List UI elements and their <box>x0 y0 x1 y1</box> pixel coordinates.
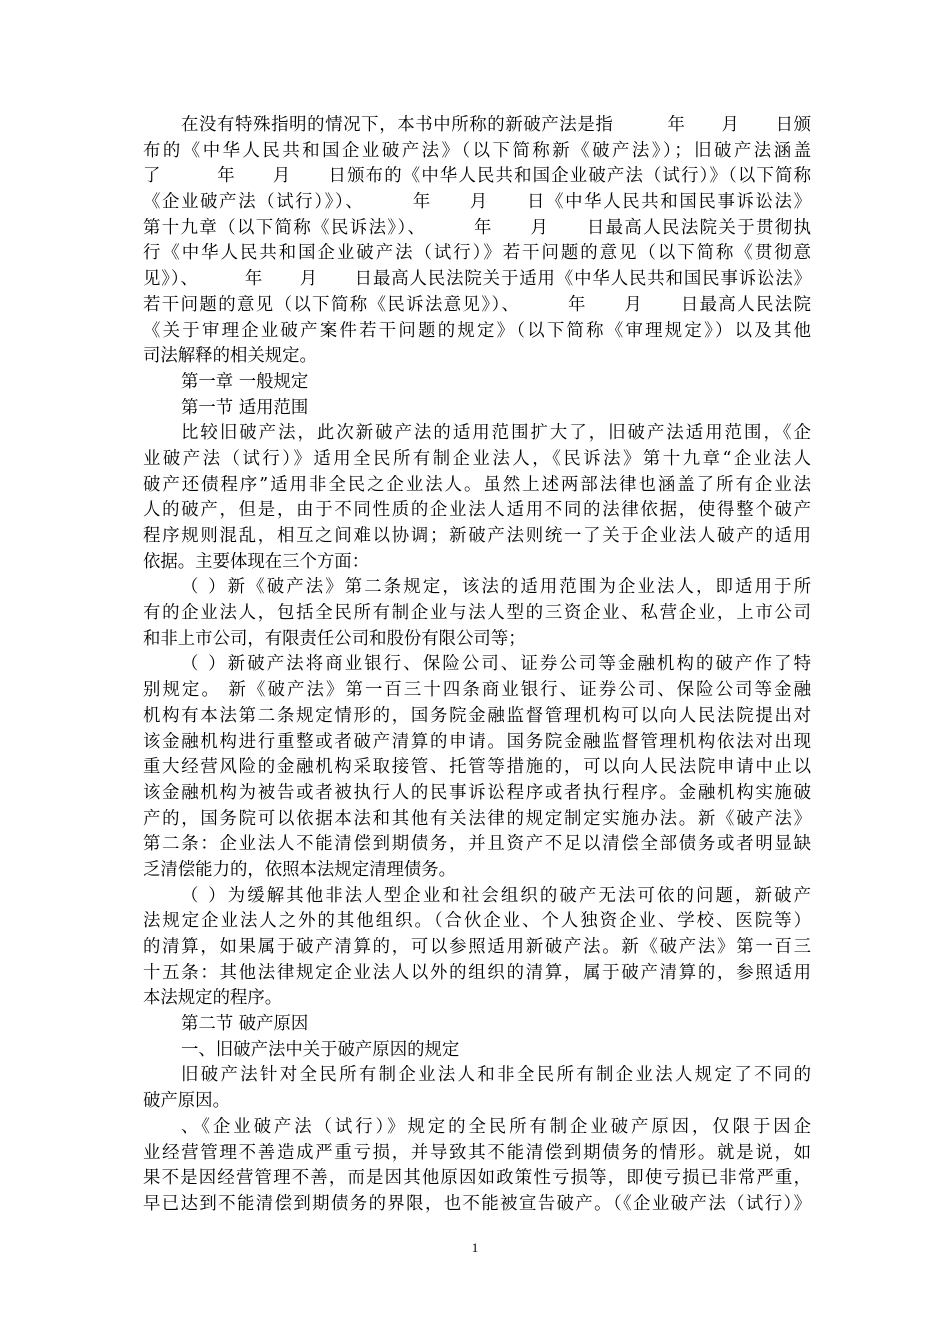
text-line: 第十九章（以下简称《民诉法》）、 年 月 日最高人民法院关于贯彻执 <box>143 217 811 238</box>
text-line: 重大经营风险的金融机构采取接管、托管等措施的，可以向人民法院申请中止以 <box>143 757 811 778</box>
text-line: （ ）新《破产法》第二条规定，该法的适用范围为企业法人，即适用于所 <box>181 577 811 598</box>
text-line: 本法规定的程序。 <box>143 988 283 1009</box>
text-line: 程序规则混乱，相互之间难以协调；新破产法则统一了关于企业法人破产的适用 <box>143 526 811 546</box>
text-line: 十五条：其他法律规定企业法人以外的组织的清算，属于破产清算的，参照适用 <box>143 962 811 983</box>
text-line: 业经营管理不善造成严重亏损，并导致其不能清偿到期债务的情形。就是说，如 <box>143 1142 811 1163</box>
text-line: 产的，国务院可以依据本法和其他有关法律的规定制定实施办法。新《破产法》 <box>143 808 811 829</box>
text-line: 见》）、 年 月 日最高人民法院关于适用《中华人民共和国民事诉讼法》 <box>143 269 811 290</box>
text-line: 《企业破产法（试行）》）、 年 月 日《中华人民共和国民事诉讼法》 <box>143 192 811 213</box>
text-line: （ ）新破产法将商业银行、保险公司、证券公司等金融机构的破产作了特 <box>181 654 811 675</box>
text-line: 若干问题的意见（以下简称《民诉法意见》）、 年 月 日最高人民法院 <box>143 294 811 315</box>
text-line: 人的破产，但是，由于不同性质的企业法人适用不同的法律依据，使得整个破产 <box>143 500 811 521</box>
text-line: 有的企业法人，包括全民所有制企业与法人型的三资企业、私营企业，上市公司 <box>143 603 811 624</box>
text-line: 旧破产法针对全民所有制企业法人和非全民所有制企业法人规定了不同的 <box>181 1065 811 1086</box>
text-line: 比较旧破产法，此次新破产法的适用范围扩大了，旧破产法适用范围，《企 <box>181 423 811 444</box>
section-heading: 第二节 破产原因 <box>181 1014 309 1035</box>
text-line: 早已达到不能清偿到期债务的界限，也不能被宣告破产。（《企业破产法（试行）》 <box>143 1193 811 1214</box>
section-heading: 第一节 适用范围 <box>181 397 309 418</box>
text-line: 、《企业破产法（试行）》规定的全民所有制企业破产原因，仅限于因企 <box>181 1116 811 1137</box>
text-line: 机构有本法第二条规定情形的，国务院金融监督管理机构可以向人民法院提出对 <box>143 705 811 726</box>
text-line: （ ）为缓解其他非法人型企业和社会组织的破产无法可依的问题，新破产 <box>181 885 811 906</box>
text-line: 依据。主要体现在三个方面： <box>143 551 370 572</box>
text-line: 第二条：企业法人不能清偿到期债务，并且资产不足以清偿全部债务或者明显缺 <box>143 834 811 855</box>
text-line: 和非上市公司，有限责任公司和股份有限公司等； <box>143 628 526 649</box>
subsection-heading: 一、旧破产法中关于破产原因的规定 <box>181 1039 460 1060</box>
text-line: 业破产法（试行）》适用全民所有制企业法人，《民诉法》第十九章“企业法人 <box>143 448 811 469</box>
page-number: 1 <box>471 1240 479 1255</box>
document-body <box>143 113 811 1218</box>
text-line: 在没有特殊指明的情况下，本书中所称的新破产法是指 年 月 日颁 <box>181 115 811 135</box>
text-line: 破产原因。 <box>143 1091 230 1112</box>
text-line: 果不是因经营管理不善，而是因其他原因如政策性亏损等，即使亏损已非常严重， <box>143 1168 811 1189</box>
text-line: 别规定。 新《破产法》第一百三十四条商业银行、证券公司、保险公司等金融 <box>143 680 811 701</box>
text-line: 《关于审理企业破产案件若干问题的规定》（以下简称《审理规定》）以及其他 <box>143 320 811 341</box>
text-line: 该金融机构进行重整或者破产清算的申请。国务院金融监督管理机构依法对出现 <box>143 731 811 752</box>
text-line: 法规定企业法人之外的其他组织。（合伙企业、个人独资企业、学校、医院等） <box>143 911 811 932</box>
text-line: 司法解释的相关规定。 <box>143 346 317 367</box>
text-line: 的清算，如果属于破产清算的，可以参照适用新破产法。新《破产法》第一百三 <box>143 937 811 957</box>
text-line: 行《中华人民共和国企业破产法（试行）》若干问题的意见（以下简称《贯彻意 <box>143 243 811 264</box>
text-line: 了 年 月 日颁布的《中华人民共和国企业破产法（试行）》（以下简称 <box>143 166 811 187</box>
text-line: 该金融机构为被告或者被执行人的民事诉讼程序或者执行程序。金融机构实施破 <box>143 782 811 803</box>
text-line: 乏清偿能力的，依照本法规定清理债务。 <box>143 859 457 880</box>
text-line: 破产还债程序”适用非全民之企业法人。虽然上述两部法律也涵盖了所有企业法 <box>143 474 811 495</box>
text-line: 布的《中华人民共和国企业破产法》（以下简称新《破产法》）；旧破产法涵盖 <box>143 140 811 161</box>
chapter-heading: 第一章 一般规定 <box>181 371 309 392</box>
